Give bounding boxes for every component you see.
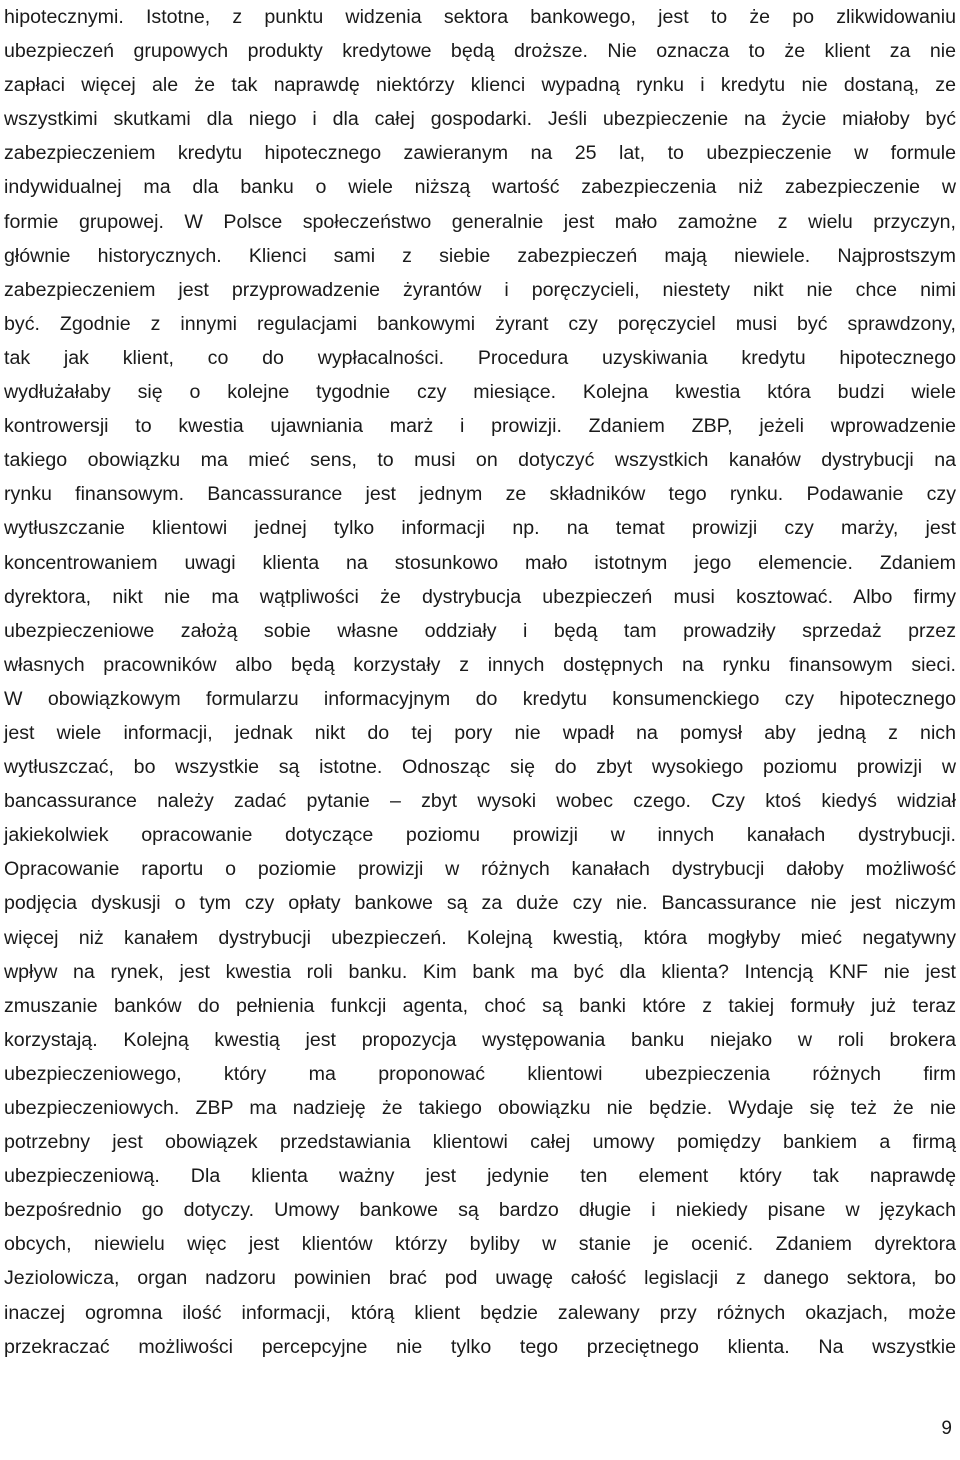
- text-line: wszystkimi skutkami dla niego i dla całej gospodarki. Jeśli ubezpieczenie na życie miałoby być: [4, 108, 956, 131]
- body-paragraph: [4, 0, 956, 1364]
- text-line: W obowiązkowym formularzu informacyjnym do kredytu konsumenckiego czy hipotecznego: [4, 687, 956, 710]
- text-line: bezpośrednio go dotyczy. Umowy bankowe są bardzo długie i niekiedy pisane w językach: [4, 1199, 956, 1222]
- text-line: korzystają. Kolejną kwestią jest propozycja występowania banku niejako w roli brokera: [4, 1028, 956, 1051]
- text-line: ubezpieczeń grupowych produkty kredytowe będą droższe. Nie oznacza to że klient za nie: [4, 40, 956, 63]
- text-line: zmuszanie banków do pełnienia funkcji agenta, choć są banki które z takiej formuły już teraz: [4, 994, 956, 1017]
- text-line: hipotecznymi. Istotne, z punktu widzenia sektora bankowego, jest to że po zlikwidowaniu: [4, 6, 956, 28]
- text-line: ubezpieczeniowe założą sobie własne oddziały i będą tam prowadziły sprzedaż przez: [4, 619, 956, 642]
- text-line: dyrektora, nikt nie ma wątpliwości że dystrybucja ubezpieczeń musi kosztować. Albo firmy: [4, 585, 956, 608]
- text-line: wytłuszczać, bo wszystkie są istotne. Odnosząc się do zbyt wysokiego poziomu prowizji w: [4, 756, 956, 779]
- text-line: zabezpieczeniem jest przyprowadzenie żyrantów i poręczycieli, niestety nikt nie chce nimi: [4, 278, 956, 301]
- text-line: głównie historycznych. Klienci sami z siebie zabezpieczeń mają niewiele. Najprostszym: [4, 244, 956, 267]
- text-line: ubezpieczeniową. Dla klienta ważny jest jedynie ten element który tak naprawdę: [4, 1165, 956, 1188]
- text-line: jest wiele informacji, jednak nikt do tej pory nie wpadł na pomysł aby jedną z nich: [4, 721, 956, 744]
- text-line: podjęcia dyskusji o tym czy opłaty bankowe są za duże czy nie. Bancassurance nie jest niczym: [4, 892, 956, 915]
- text-line: obcych, niewielu więc jest klientów którzy byliby w stanie je ocenić. Zdaniem dyrektora: [4, 1233, 956, 1256]
- text-line: być. Zgodnie z innymi regulacjami bankowymi żyrant czy poręczyciel musi być sprawdzony,: [4, 312, 956, 335]
- text-line: własnych pracowników albo będą korzystały z innych dostępnych na rynku finansowym sieci.: [4, 653, 956, 676]
- text-line: ubezpieczeniowego, który ma proponować klientowi ubezpieczenia różnych firm: [4, 1062, 956, 1085]
- text-line: zapłaci więcej ale że tak naprawdę niektórzy klienci wypadną rynku i kredytu nie dostaną, ze: [4, 74, 956, 97]
- text-line: ubezpieczeniowych. ZBP ma nadzieję że takiego obowiązku nie będzie. Wydaje się też że nie: [4, 1097, 956, 1119]
- text-line: jakiekolwiek opracowanie dotyczące poziomu prowizji w innych kanałach dystrybucji.: [4, 824, 956, 847]
- text-line: Jeziolowicza, organ nadzoru powinien brać pod uwagę całość legislacji z danego sektora, bo: [4, 1267, 956, 1290]
- text-line: formie grupowej. W Polsce społeczeństwo generalnie jest mało zamożne z wielu przyczyn,: [4, 210, 956, 233]
- text-line: wydłużałaby się o kolejne tygodnie czy miesiące. Kolejna kwestia która budzi wiele: [4, 381, 956, 404]
- text-line: kontrowersji to kwestia ujawniania marż i prowizji. Zdaniem ZBP, jeżeli wprowadzenie: [4, 415, 956, 438]
- text-line: rynku finansowym. Bancassurance jest jednym ze składników tego rynku. Podawanie czy: [4, 483, 956, 506]
- text-line: bancassurance należy zadać pytanie – zbyt wysoki wobec czego. Czy ktoś kiedyś widział: [4, 790, 956, 813]
- page-number: 9: [941, 1418, 952, 1439]
- text-line: więcej niż kanałem dystrybucji ubezpieczeń. Kolejną kwestią, która mogłyby mieć negatywny: [4, 926, 956, 949]
- text-line: koncentrowaniem uwagi klienta na stosunkowo mało istotnym jego elemencie. Zdaniem: [4, 551, 956, 574]
- text-line: indywidualnej ma dla banku o wiele niższą wartość zabezpieczenia niż zabezpieczenie w: [4, 176, 956, 199]
- text-line: wytłuszczanie klientowi jednej tylko informacji np. na temat prowizji czy marży, jest: [4, 517, 956, 540]
- text-line: zabezpieczeniem kredytu hipotecznego zawieranym na 25 lat, to ubezpieczenie w formule: [4, 142, 956, 165]
- text-line: tak jak klient, co do wypłacalności. Procedura uzyskiwania kredytu hipotecznego: [4, 346, 956, 369]
- text-line: potrzebny jest obowiązek przedstawiania klientowi całej umowy pomiędzy bankiem a firmą: [4, 1131, 956, 1154]
- text-line: przekraczać możliwości percepcyjne nie tylko tego przeciętnego klienta. Na wszystkie: [4, 1335, 956, 1358]
- text-line: wpływ na rynek, jest kwestia roli banku. Kim bank ma być dla klienta? Intencją KNF nie jest: [4, 960, 956, 983]
- text-line: Opracowanie raportu o poziomie prowizji w różnych kanałach dystrybucji dałoby możliwość: [4, 858, 956, 881]
- text-line: takiego obowiązku ma mieć sens, to musi on dotyczyć wszystkich kanałów dystrybucji na: [4, 449, 956, 472]
- text-line: inaczej ogromna ilość informacji, którą klient będzie zalewany przy różnych okazjach, może: [4, 1301, 956, 1324]
